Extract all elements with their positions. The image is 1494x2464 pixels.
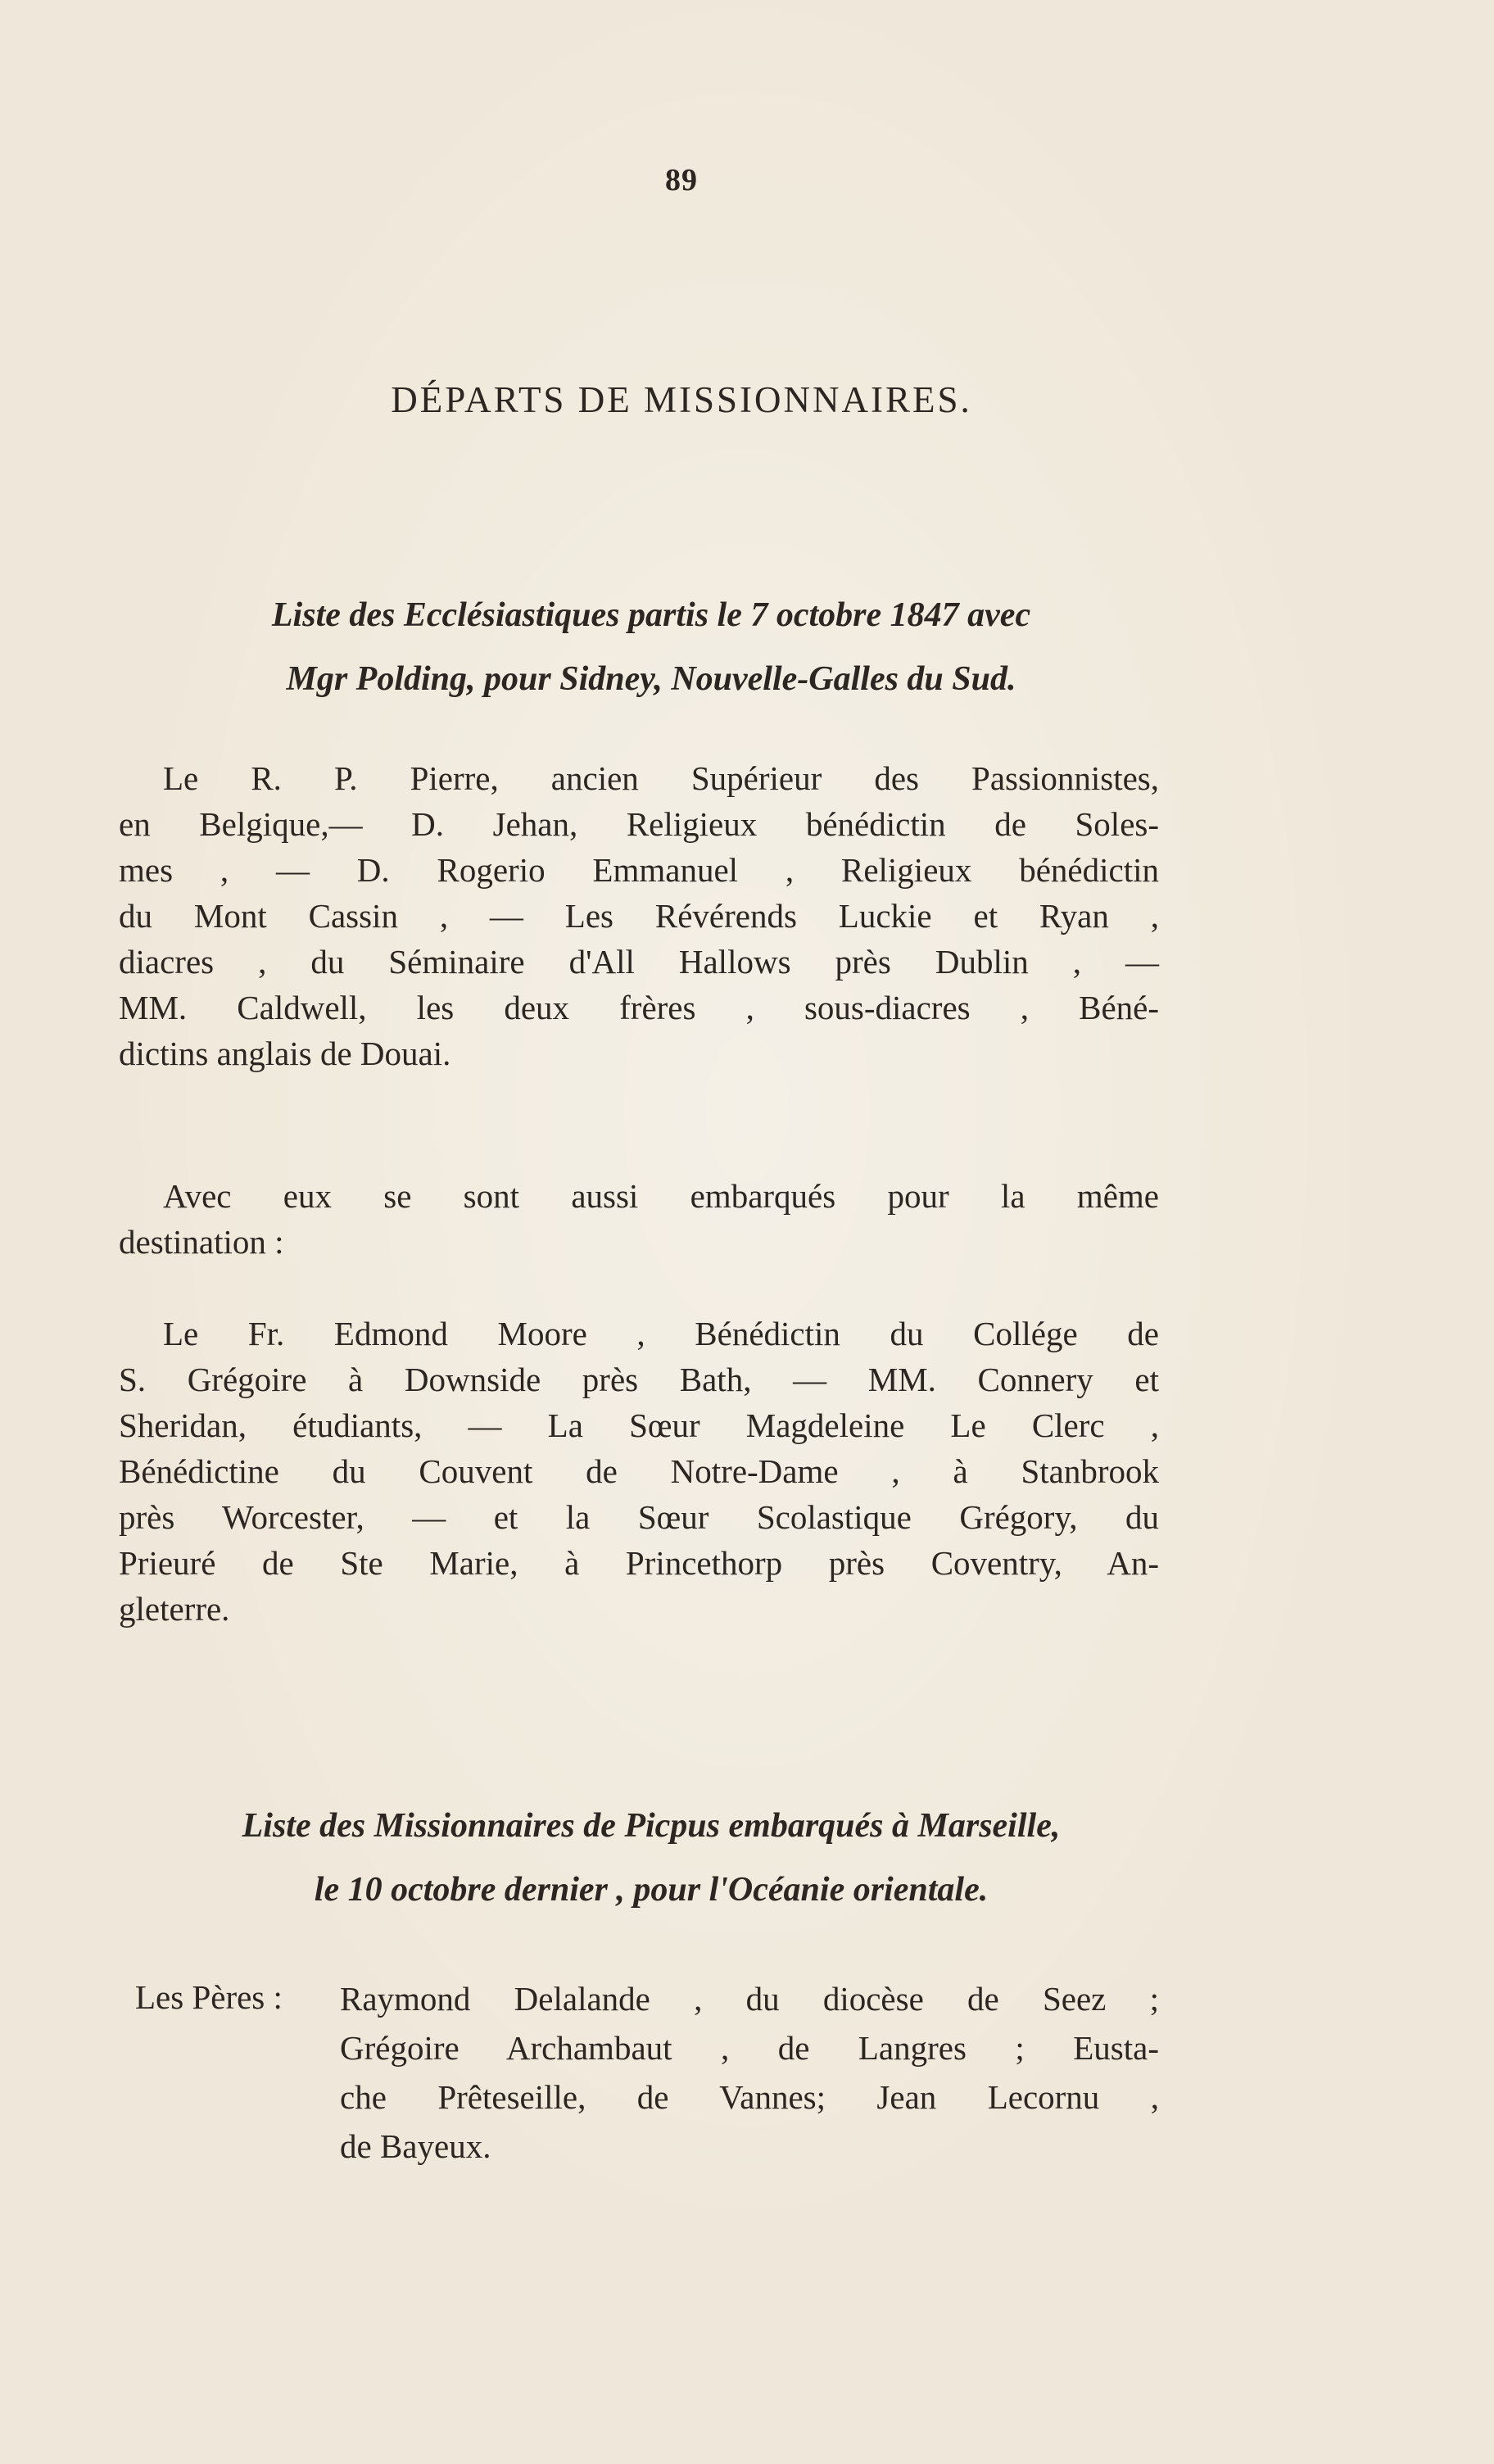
list-title-line: Liste des Ecclésiastiques partis le 7 octobre 1847 avec xyxy=(271,596,1031,634)
text-line: Bénédictine du Couvent de Notre-Dame , à Stanbrook xyxy=(119,1452,1159,1490)
text-line: Prieuré de Ste Marie, à Princethorp près Coventry, An- xyxy=(119,1544,1159,1582)
text-line: Avec eux se sont aussi embarqués pour la même xyxy=(163,1177,1159,1215)
page-heading: DÉPARTS DE MISSIONNAIRES. xyxy=(391,379,972,420)
text-line: près Worcester, — et la Sœur Scolastique Grégory, du xyxy=(119,1498,1159,1536)
companions-intro-paragraph xyxy=(119,1173,1159,1265)
text-line: de Bayeux. xyxy=(340,2127,491,2165)
list-title-line: Mgr Polding, pour Sidney, Nouvelle-Galles du Sud. xyxy=(286,660,1016,698)
text-line: Grégoire Archambaut , de Langres ; Eusta- xyxy=(340,2029,1159,2067)
page-number: 89 xyxy=(665,163,698,197)
text-line: Sheridan, étudiants, — La Sœur Magdeleine Le Clerc , xyxy=(119,1406,1159,1444)
text-line: MM. Caldwell, les deux frères , sous-diacres , Béné- xyxy=(119,989,1159,1026)
fathers-label: Les Pères : xyxy=(135,1978,283,2016)
list-title-line: Liste des Missionnaires de Picpus embarqués à Marseille, xyxy=(242,1807,1061,1845)
list-title-line: le 10 octobre dernier , pour l'Océanie orientale. xyxy=(314,1871,989,1909)
text-line: Le Fr. Edmond Moore , Bénédictin du Collége de xyxy=(163,1315,1159,1352)
list-title-picpus xyxy=(131,1794,1171,1922)
list-title-clergy xyxy=(131,583,1171,711)
fathers-names xyxy=(340,1974,1159,2171)
text-line: Raymond Delalande , du diocèse de Seez ; xyxy=(340,1980,1159,2018)
text-line: S. Grégoire à Downside près Bath, — MM. Connery et xyxy=(119,1361,1159,1398)
clergy-list-paragraph xyxy=(119,755,1159,1076)
text-line: che Prêteseille, de Vannes; Jean Lecornu , xyxy=(340,2078,1159,2116)
text-line: gleterre. xyxy=(119,1590,230,1628)
text-line: mes , — D. Rogerio Emmanuel , Religieux bénédictin xyxy=(119,851,1159,889)
companions-list-paragraph xyxy=(119,1311,1159,1632)
text-line: en Belgique,— D. Jehan, Religieux bénédictin de Soles- xyxy=(119,805,1159,843)
text-line: destination : xyxy=(119,1223,284,1261)
text-line: Le R. P. Pierre, ancien Supérieur des Passionnistes, xyxy=(163,759,1159,797)
text-line: diacres , du Séminaire d'All Hallows près Dublin , — xyxy=(119,943,1159,981)
text-line: du Mont Cassin , — Les Révérends Luckie et Ryan , xyxy=(119,897,1159,935)
text-line: dictins anglais de Douai. xyxy=(119,1035,451,1072)
